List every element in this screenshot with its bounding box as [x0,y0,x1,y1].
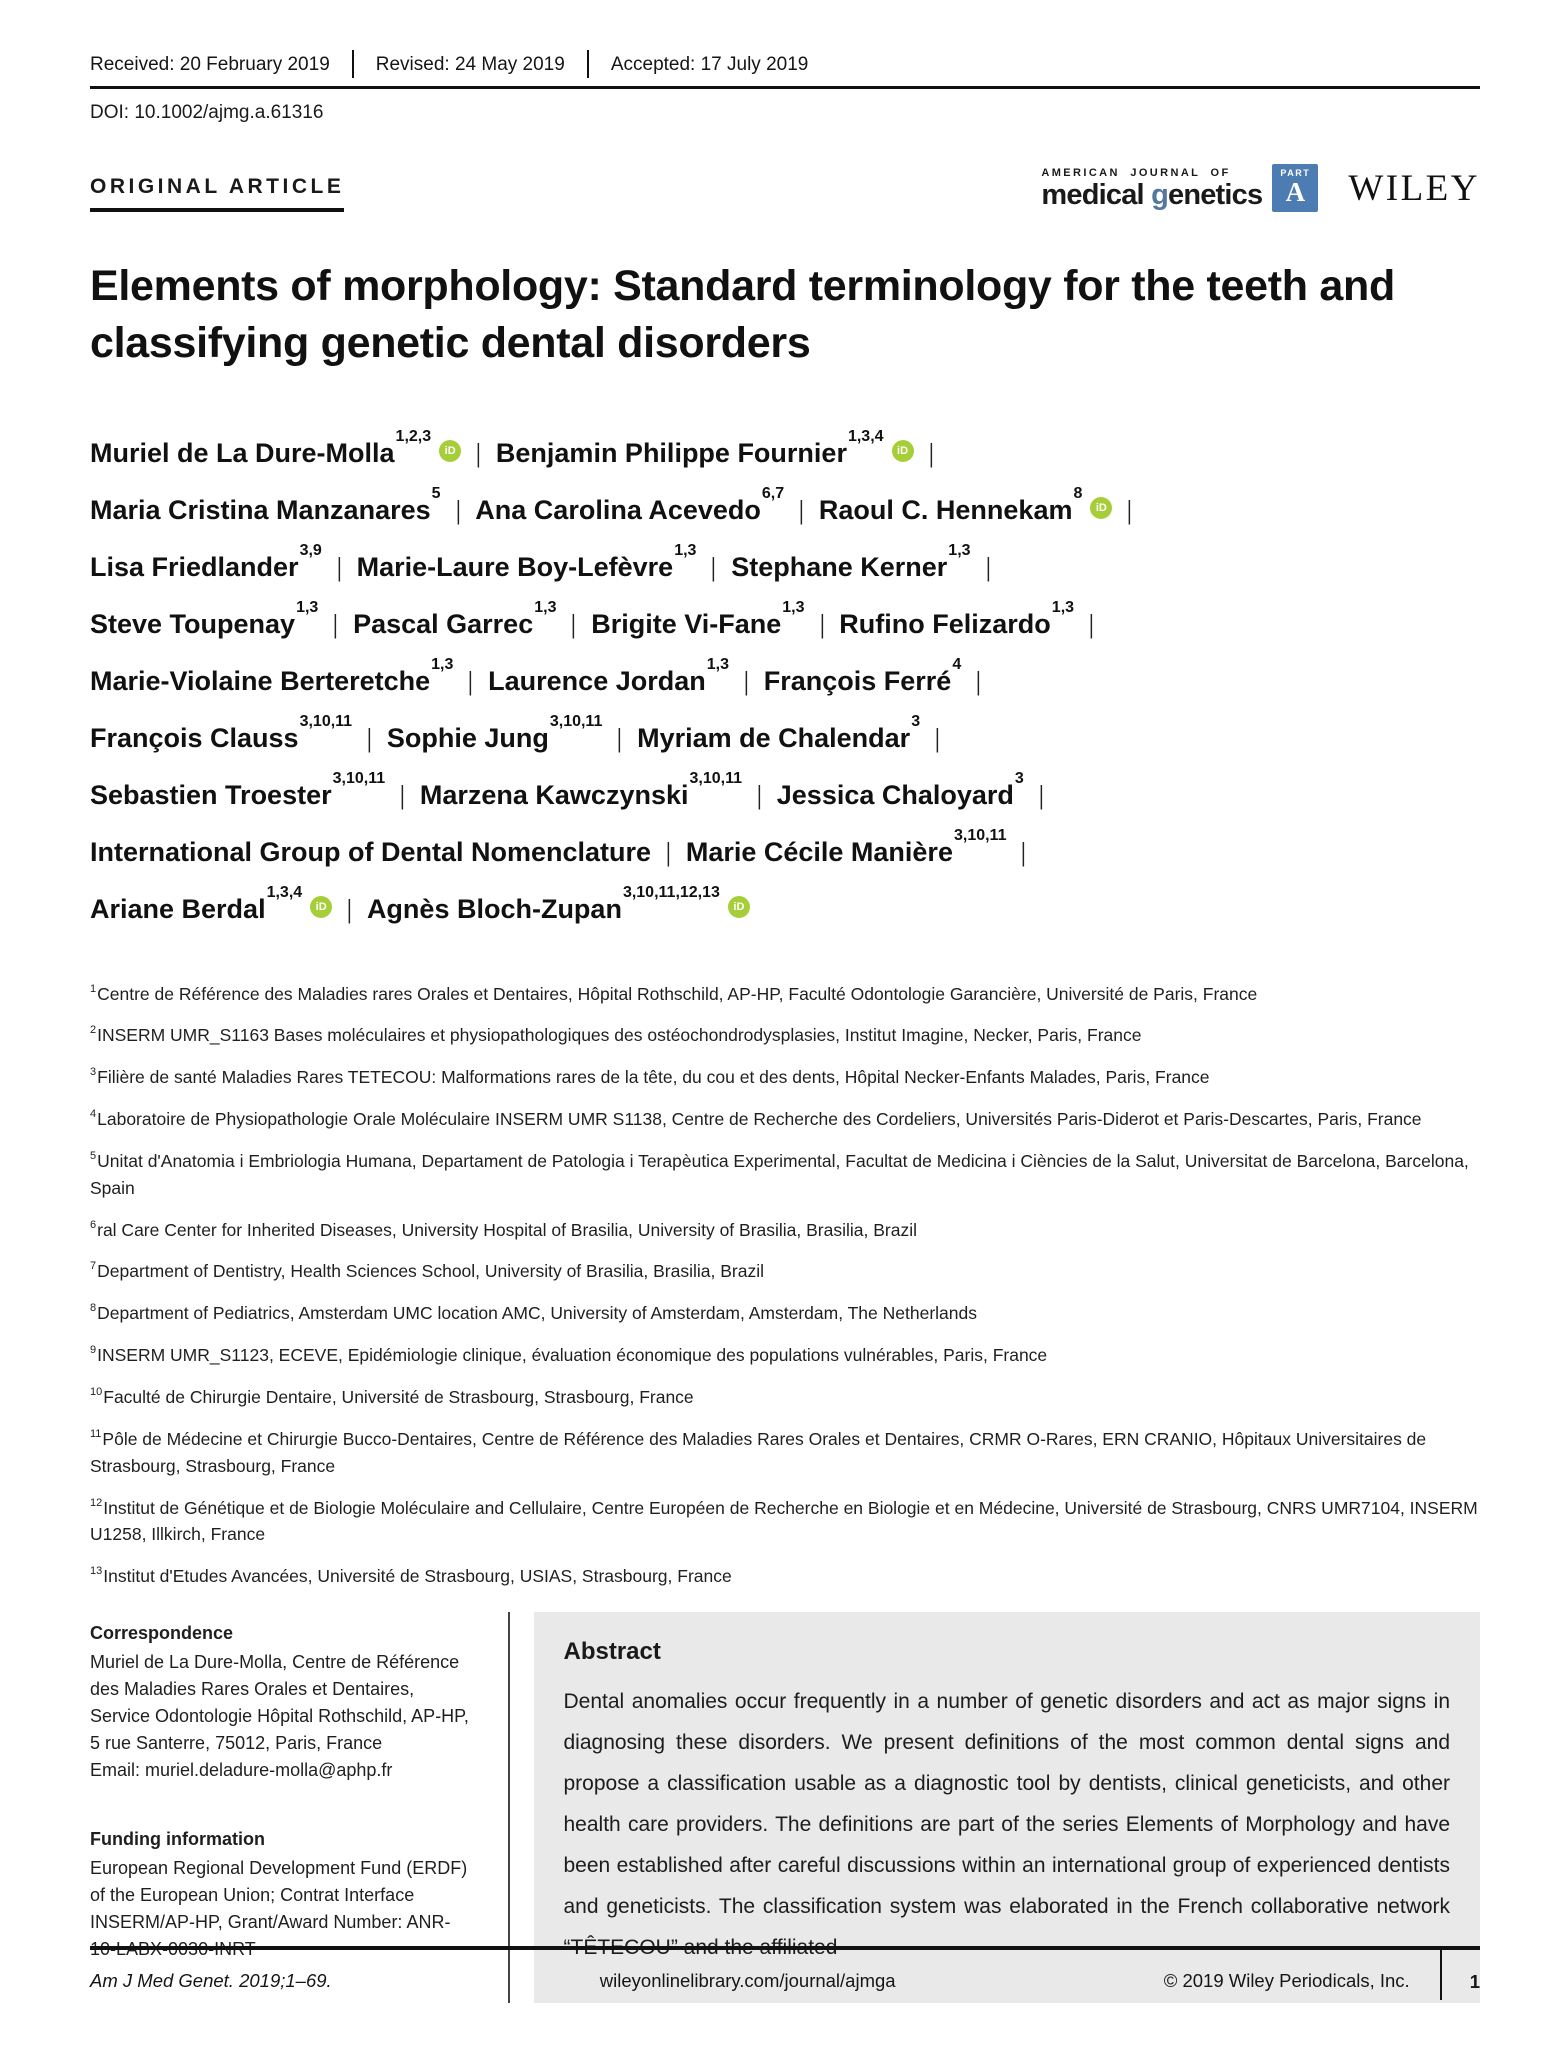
affiliation-item [90,1338,1480,1369]
author-superscript: 1,2,3 [395,427,432,445]
journal-kicker: AMERICAN JOURNAL OF [1041,166,1231,179]
author-separator: | [571,608,577,639]
affiliations [90,977,1480,1591]
funding-heading: Funding information [90,1829,265,1850]
author-superscript: 3,9 [299,541,322,559]
abstract-body: Dental anomalies occur frequently in a number of genetic disorders and act as major signs in diagnosing these disorders. We present definitions of the most common dental signs and propose a classification usable as a diagnostic tool by dentists, clinical geneticists, and other health care providers. The definitions are part of the series Elements of Morphology and have been established after careful discussions within an international group of experienced dentists and geneticists. The classification system was elaborated in the French collaborative network “TÊTECOU” and the affiliated [563,1690,1450,1959]
author-superscript: 3,10,11,12,13 [622,883,720,901]
author-name: Rufino Felizardo [839,608,1051,639]
abstract-heading: Abstract [563,1638,661,1666]
author [763,655,962,696]
copyright-notice: © 2019 Wiley Periodicals, Inc. [1163,1970,1410,1991]
article-title: Elements of morphology: Standard terminology for the teeth and classifying genetic dental disorders [90,262,1395,367]
author-superscript: 1,3 [296,598,319,616]
author-name: Brigite Vi-Fane [591,608,782,639]
author-superscript: 1,3 [1051,598,1075,616]
author-name: Pascal Garrec [353,608,534,639]
author [90,655,454,696]
author-line [90,536,1480,593]
author-name: Ariane Berdal [90,893,266,924]
author-line [90,422,1480,479]
affiliation-number: 5 [90,1149,97,1162]
author-line [90,650,1480,707]
author [488,655,729,696]
part-badge-label: PART [1280,168,1311,178]
vertical-divider [508,1612,510,2003]
author-separator: | [476,437,481,468]
affiliation-text: Institut de Génétique et de Biologie Moléculaire and Cellulaire, Centre Européen de Recherche en Biologie et en Médecine, Université de Strasbourg, CNRS UMR7104, INSERM U1258, Illkirch, France [90,1497,1478,1545]
author-name: Maria Cristina Manzanares [90,494,431,525]
author-superscript: 8 [1073,484,1083,502]
affiliation-number: 3 [90,1066,97,1079]
author-name: Raoul C. Hennekam [818,494,1073,525]
author [591,598,805,639]
author [90,427,461,468]
author-superscript: 3,10,11 [549,712,603,730]
author-name: Jessica Chaloyard [776,779,1014,810]
author-separator: | [757,779,762,810]
affiliation-item [90,1213,1480,1244]
affiliation-item [90,1144,1480,1202]
affiliation-text: ral Care Center for Inherited Diseases, University Hospital of Brasilia, University of Brasilia, Brasilia, Brazil [97,1219,917,1240]
author [356,541,697,582]
affiliation-text: Department of Pediatrics, Amsterdam UMC location AMC, University of Amsterdam, Amsterdam, The Netherlands [97,1303,977,1324]
funding-body: European Regional Development Fund (ERDF) of the European Union; Contrat Interface INSERM/AP-HP, Grant/Award Number: ANR-10-LABX-0030-INRT [90,1858,468,1960]
author-separator: | [985,551,991,582]
correspondence-email-link[interactable]: Email: muriel.deladure-molla@aphp.fr [90,1760,393,1781]
author-superscript: 1,3,4 [266,883,303,901]
author-name: Marie-Violaine Berteretche [90,665,431,696]
affiliation-text: Filière de santé Maladies Rares TETECOU: Malformations rares de la tête, du cou et des dents, Hôpital Necker-Enfants Malades, Paris, France [97,1066,1210,1087]
affiliation-number: 9 [90,1344,97,1357]
author-line [90,707,1480,764]
author-line [90,764,1480,821]
affiliation-text: Unitat d'Anatomia i Embriologia Humana, Departament de Patologia i Terapèutica Experimental, Facultat de Medicina i Ciències de la Salut, Universitat de Barcelona, Barcelona, Spain [90,1150,1469,1198]
affiliation-number: 6 [90,1218,97,1231]
orcid-icon[interactable]: iD [310,896,332,918]
orcid-icon[interactable]: iD [892,440,914,462]
part-badge-letter: A [1285,177,1306,207]
author-separator: | [976,665,981,696]
affiliation-text: INSERM UMR_S1163 Bases moléculaires et physiopathologiques des ostéochondrodysplasies, Institut Imagine, Necker, Paris, France [97,1025,1142,1046]
author [637,712,921,753]
author-separator: | [347,893,352,924]
affiliation-text: Faculté de Chirurgie Dentaire, Université de Strasbourg, Strasbourg, France [103,1386,694,1407]
author-superscript: 1,3 [534,598,557,616]
affiliation-text: INSERM UMR_S1123, ECEVE, Epidémiologie clinique, évaluation économique des populations vulnérables, Paris, France [97,1344,1048,1365]
author-separator: | [1021,836,1027,867]
author [90,598,319,639]
affiliation-item [90,1018,1480,1049]
journal-name-prefix: medical [1041,178,1152,211]
author-separator: | [1038,779,1044,810]
affiliation-number: 1 [90,982,97,995]
affiliation-number: 11 [90,1427,102,1440]
footer [90,1946,1480,2000]
author [475,484,785,525]
author [366,883,750,924]
author-superscript: 5 [431,484,441,502]
dates-bar [90,54,1480,89]
affiliation-item [90,1254,1480,1285]
journal-name-suffix: enetics [1167,178,1263,211]
author [353,598,557,639]
author-superscript: 3 [1014,769,1024,787]
author [419,769,742,810]
logo-group [1041,164,1480,212]
doi-link[interactable]: DOI: 10.1002/ajmg.a.61316 [90,102,324,123]
author-separator: | [617,722,623,753]
orcid-icon[interactable]: iD [1090,497,1112,519]
affiliation-item [90,977,1480,1008]
ajmg-logo [1041,164,1318,212]
author-name: International Group of Dental Nomenclature [90,836,652,867]
affiliation-number: 2 [90,1024,97,1037]
author-name: Sophie Jung [386,722,549,753]
author-name: Ana Carolina Acevedo [475,494,761,525]
affiliation-item [90,1491,1480,1549]
author-separator: | [935,722,940,753]
affiliation-number: 4 [90,1107,97,1120]
author-superscript: 3,10,11 [689,769,742,787]
author-line [90,593,1480,650]
author-superscript: 1,3 [782,598,805,616]
author-superscript: 1,3 [706,655,729,673]
wiley-logo: WILEY [1348,167,1480,209]
content [90,0,1480,2003]
affiliation-text: Department of Dentistry, Health Sciences School, University of Brasilia, Brasilia, Brazil [97,1261,764,1282]
ajmg-logo-text [1041,167,1262,210]
author [90,883,332,924]
affiliation-text: Pôle de Médecine et Chirurgie Bucco-Dentaires, Centre de Référence des Maladies Rares Orales et Dentaires, CRMR O-Rares, ERN CRANIO, Hôpitaux Universitaires de Strasbourg, Strasbourg, France [90,1428,1427,1476]
author [90,712,353,753]
divider [1440,1950,1442,2000]
orcid-icon[interactable]: iD [439,440,461,462]
author-superscript: 1,3,4 [847,427,884,445]
affiliation-text: Institut d'Etudes Avancées, Université de Strasbourg, USIAS, Strasbourg, France [103,1566,732,1587]
author [90,837,651,867]
author [90,541,322,582]
author-separator: | [333,608,339,639]
author-separator: | [819,608,825,639]
affiliation-item [90,1559,1480,1590]
funding-block [90,1826,475,1963]
affiliation-number: 10 [90,1385,103,1398]
journal-url-link[interactable]: wileyonlinelibrary.com/journal/ajmga [599,1970,896,1991]
affiliation-item [90,1422,1480,1480]
author-name: Stephane Kerner [731,551,948,582]
affiliation-item [90,1380,1480,1411]
affiliation-item [90,1296,1480,1327]
author-lines [90,422,1480,935]
author-name: François Clauss [90,722,299,753]
affiliation-number: 7 [90,1260,97,1273]
author-separator: | [468,665,474,696]
author-name: Myriam de Chalendar [637,722,911,753]
divider [587,50,589,78]
header-row [90,164,1480,212]
author-separator: | [367,722,372,753]
author-name: Steve Toupenay [90,608,296,639]
author-superscript: 1,3 [431,655,454,673]
author-separator: | [666,836,671,867]
affiliation-number: 13 [90,1565,103,1578]
author-separator: | [1127,494,1133,525]
author-line [90,479,1480,536]
footer-right [1164,1970,1480,2000]
correspondence-heading: Correspondence [90,1623,234,1644]
orcid-icon[interactable]: iD [728,896,750,918]
author-name: François Ferré [763,665,952,696]
part-a-badge-icon [1272,164,1318,212]
author-name: Marzena Kawczynski [419,779,689,810]
author-superscript: 6,7 [761,484,785,502]
affiliation-item [90,1102,1480,1133]
affiliation-number: 12 [90,1496,103,1509]
author-separator: | [336,551,342,582]
divider [352,50,354,78]
affiliation-number: 8 [90,1302,97,1315]
affiliation-text: Centre de Référence des Maladies rares Orales et Dentaires, Hôpital Rothschild, AP-HP, Faculté Odontologie Garancière, Université de Paris, France [97,983,1258,1004]
author-line [90,878,1480,935]
author-separator: | [1089,608,1094,639]
author-superscript: 3 [911,712,921,730]
author-name: Laurence Jordan [488,665,706,696]
author [685,826,1007,867]
affiliation-item [90,1060,1480,1091]
accepted-date: Accepted: 17 July 2019 [610,54,809,75]
author [818,484,1112,525]
article-type-label: ORIGINAL ARTICLE [90,175,344,212]
author-separator: | [455,494,461,525]
page-number: 1 [1469,1971,1480,1992]
author-separator: | [743,665,749,696]
revised-date: Revised: 24 May 2019 [375,54,565,75]
author-name: Agnès Bloch-Zupan [366,893,622,924]
author [731,541,971,582]
correspondence-block [90,1620,475,1784]
author-name: Lisa Friedlander [90,551,299,582]
author-name: Marie Cécile Manière [685,836,953,867]
author-superscript: 3,10,11 [299,712,353,730]
author [386,712,603,753]
author-name: Sebastien Troester [90,779,332,810]
abstract-box [534,1612,1481,2003]
journal-name [1041,178,1263,211]
author-name: Muriel de La Dure-Molla [90,437,395,468]
author [839,598,1075,639]
author [90,484,441,525]
affiliation-text: Laboratoire de Physiopathologie Orale Moléculaire INSERM UMR S1138, Centre de Recherche des Cordeliers, Universités Paris-Diderot et Paris-Descartes, Paris, France [97,1108,1422,1129]
author-superscript: 1,3 [948,541,971,559]
author [776,769,1024,810]
author-superscript: 4 [952,655,962,673]
author [90,769,386,810]
author-separator: | [799,494,804,525]
author-superscript: 1,3 [674,541,697,559]
bottom-section [90,1612,1480,2003]
author-name: Marie-Laure Boy-Lefèvre [356,551,674,582]
author-line [90,821,1480,878]
author-name: Benjamin Philippe Fournier [495,437,847,468]
author-separator: | [400,779,405,810]
left-column [90,1612,475,2003]
journal-name-accent: g [1151,178,1168,211]
author-separator: | [711,551,717,582]
author-superscript: 3,10,11 [332,769,386,787]
author [495,427,914,468]
author-separator: | [928,437,934,468]
received-date: Received: 20 February 2019 [90,54,330,75]
journal-citation: Am J Med Genet. 2019;1–69. [90,1970,332,1991]
correspondence-body: Muriel de La Dure-Molla, Centre de Référence des Maladies Rares Orales et Dentaires, Service Odontologie Hôpital Rothschild, AP-HP, 5 rue Santerre, 75012, Paris, France [90,1652,469,1754]
author-superscript: 3,10,11 [953,826,1007,844]
